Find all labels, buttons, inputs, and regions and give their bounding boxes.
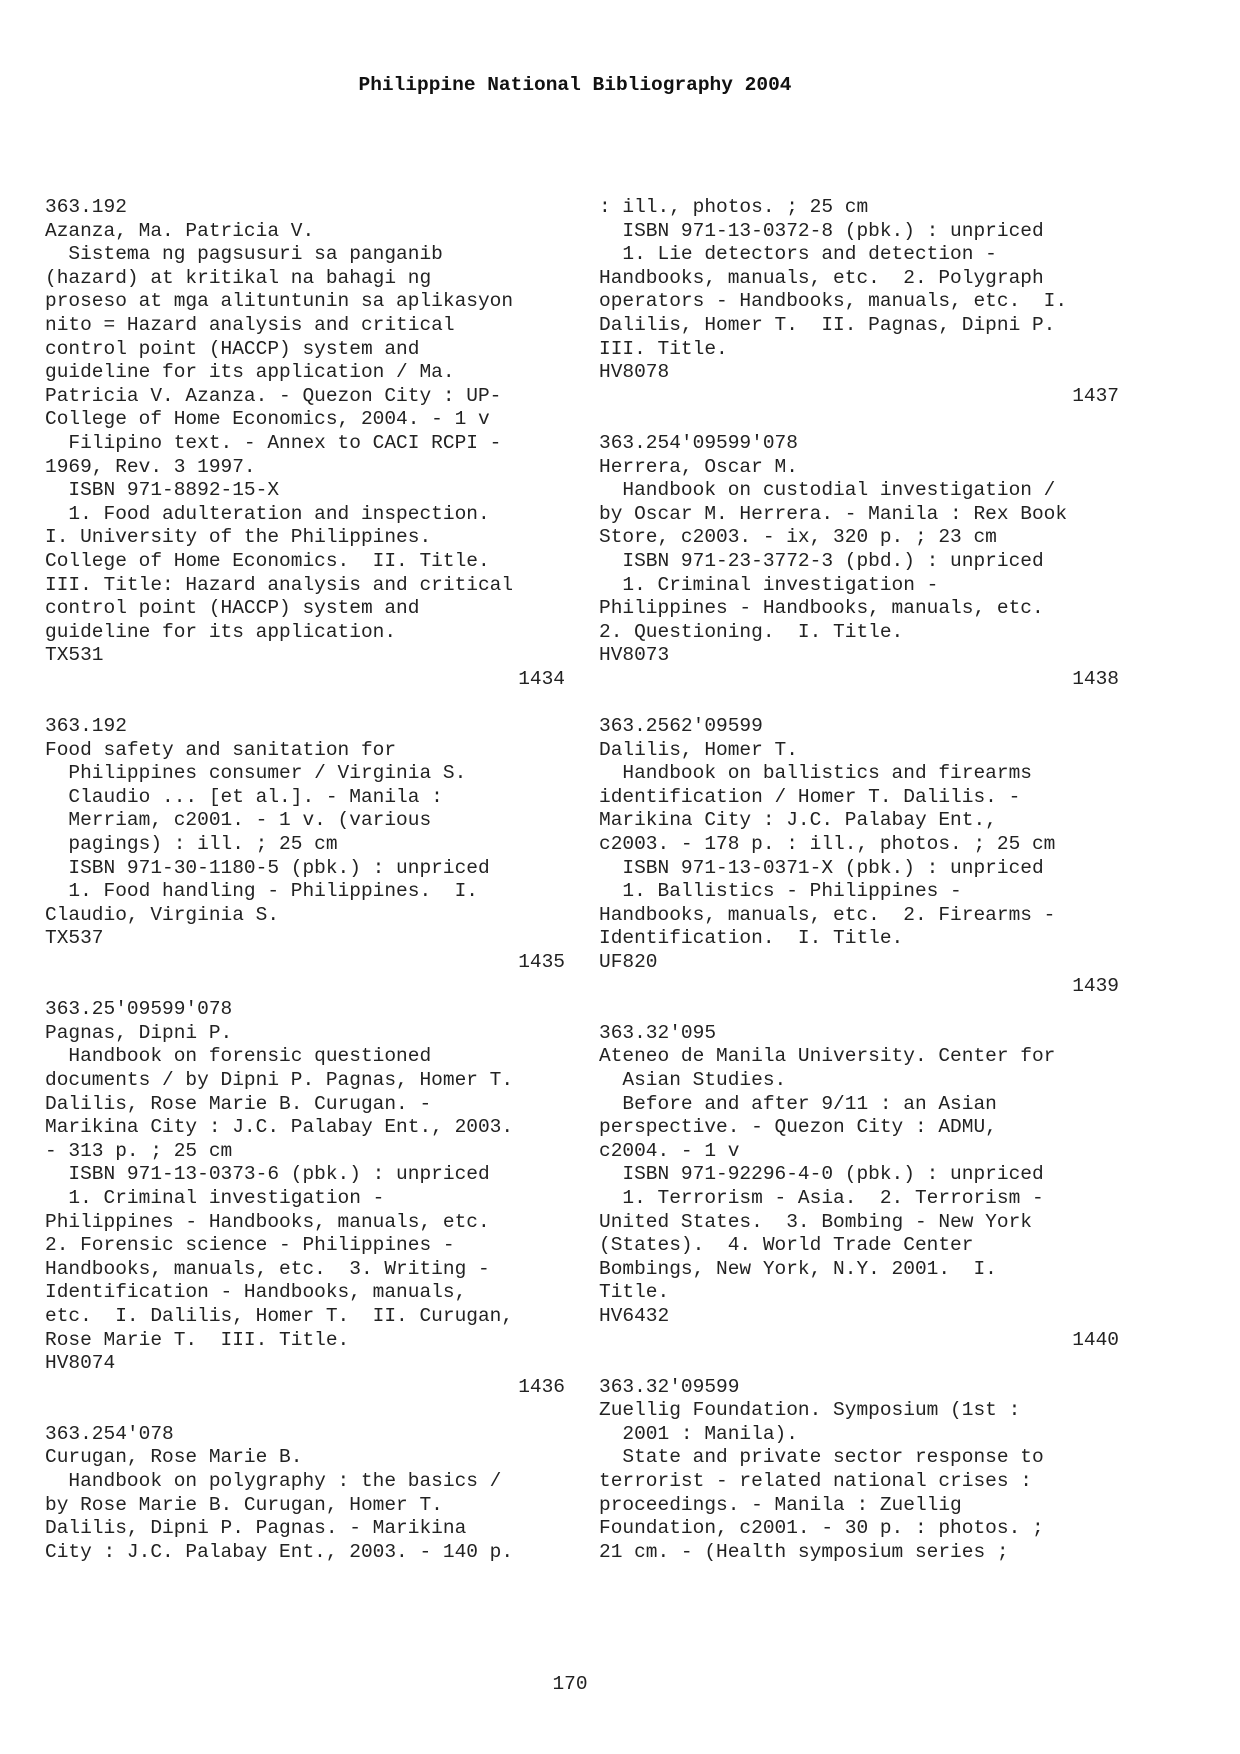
entry-line: Philippines consumer / Virginia S. — [45, 762, 467, 785]
entry-number: 1438 — [1072, 667, 1119, 690]
entry-line: Philippines - Handbooks, manuals, etc. — [599, 597, 1044, 620]
entry-line: Handbook on ballistics and firearms — [599, 762, 1032, 785]
entry-line: 1. Criminal investigation - — [599, 573, 939, 596]
entry-line: State and private sector response to — [599, 1446, 1044, 1469]
bibliography-entry — [599, 1022, 1119, 1376]
entry-line: identification / Homer T. Dalilis. - — [599, 785, 1021, 808]
page-title: Philippine National Bibliography 2004 — [358, 74, 792, 96]
entry-line: Marikina City : J.C. Palabay Ent., — [599, 809, 997, 832]
entry-number: 1434 — [518, 667, 565, 690]
entry-line: Handbook on custodial investigation / — [599, 479, 1056, 502]
entry-line: Dalilis, Homer T. II. Pagnas, Dipni P. — [599, 313, 1056, 336]
entry-line: 2. Forensic science - Philippines - — [45, 1234, 455, 1257]
class-number: 363.32'09599 — [599, 1375, 740, 1398]
entry-line: TX531 — [45, 644, 104, 667]
class-number: 363.192 — [45, 715, 127, 738]
entry-line: Handbooks, manuals, etc. 3. Writing - — [45, 1257, 490, 1280]
entry-line: terrorist - related national crises : — [599, 1470, 1032, 1493]
entry-line: operators - Handbooks, manuals, etc. I. — [599, 290, 1068, 313]
entry-line: 1. Terrorism - Asia. 2. Terrorism - — [599, 1186, 1044, 1209]
entry-line: Handbook on forensic questioned — [45, 1045, 432, 1068]
entry-line: ISBN 971-30-1180-5 (pbk.) : unpriced — [45, 856, 490, 879]
entry-line: Azanza, Ma. Patricia V. — [45, 219, 315, 242]
entry-line: 2. Questioning. I. Title. — [599, 620, 904, 643]
entry-line: HV8074 — [45, 1352, 116, 1375]
bibliography-entry — [599, 715, 1119, 1022]
entry-line: etc. I. Dalilis, Homer T. II. Curugan, — [45, 1304, 514, 1327]
bibliography-entry — [45, 1423, 565, 1565]
entry-line: Ateneo de Manila University. Center for — [599, 1045, 1056, 1068]
entry-line: Foundation, c2001. - 30 p. : photos. ; — [599, 1517, 1044, 1540]
entry-line: Handbooks, manuals, etc. 2. Polygraph — [599, 266, 1044, 289]
bibliography-entry — [599, 196, 1119, 432]
entry-line: College of Home Economics, 2004. - 1 v — [45, 408, 490, 431]
entry-line: Dalilis, Rose Marie B. Curugan. - — [45, 1092, 432, 1115]
entry-line: Herrera, Oscar M. — [599, 455, 798, 478]
entry-line: c2003. - 178 p. : ill., photos. ; 25 cm — [599, 833, 1056, 856]
class-number: 363.32'095 — [599, 1021, 717, 1044]
entry-line: pagings) : ill. ; 25 cm — [45, 833, 338, 856]
entry-spacer — [599, 998, 1119, 1022]
entry-number: 1436 — [518, 1375, 565, 1398]
entry-line: ISBN 971-23-3772-3 (pbd.) : unpriced — [599, 549, 1044, 572]
entry-line: Food safety and sanitation for — [45, 738, 397, 761]
entry-line: documents / by Dipni P. Pagnas, Homer T. — [45, 1068, 514, 1091]
entry-line: College of Home Economics. II. Title. — [45, 549, 490, 572]
entry-line: Zuellig Foundation. Symposium (1st : — [599, 1399, 1021, 1422]
entry-line: 21 cm. - (Health symposium series ; — [599, 1540, 1009, 1563]
entry-line: Merriam, c2001. - 1 v. (various — [45, 809, 432, 832]
entry-line: ISBN 971-13-0373-6 (pbk.) : unpriced — [45, 1163, 490, 1186]
entry-line: proseso at mga alituntunin sa aplikasyon — [45, 290, 514, 313]
entry-line: 1. Lie detectors and detection - — [599, 243, 997, 266]
entry-number: 1439 — [1072, 974, 1119, 997]
bibliography-entry — [45, 998, 565, 1423]
entry-line: Philippines - Handbooks, manuals, etc. — [45, 1210, 490, 1233]
entry-spacer — [45, 975, 565, 999]
bibliography-entry — [45, 715, 565, 998]
entry-line: Claudio ... [et al.]. - Manila : — [45, 785, 443, 808]
entry-spacer — [599, 408, 1119, 432]
entry-line: UF820 — [599, 951, 658, 973]
right-column — [599, 196, 1119, 1564]
entry-line: HV8073 — [599, 644, 670, 667]
class-number: 363.254'078 — [45, 1422, 174, 1445]
bibliography-entry — [599, 1376, 1119, 1565]
class-number: 363.254'09599'078 — [599, 431, 798, 454]
entry-line: Identification - Handbooks, manuals, — [45, 1281, 467, 1304]
entry-line: Store, c2003. - ix, 320 p. ; 23 cm — [599, 526, 997, 549]
entry-line: Handbook on polygraphy : the basics / — [45, 1470, 502, 1493]
entry-line: Sistema ng pagsusuri sa panganib — [45, 243, 443, 266]
entry-line: United States. 3. Bombing - New York — [599, 1210, 1032, 1233]
entry-line: Pagnas, Dipni P. — [45, 1021, 233, 1044]
bibliography-entry — [45, 196, 565, 715]
entry-line: Claudio, Virginia S. — [45, 903, 280, 926]
entry-line: Bombings, New York, N.Y. 2001. I. — [599, 1257, 997, 1280]
entry-line: 1. Ballistics - Philippines - — [599, 880, 962, 903]
entry-line: Identification. I. Title. — [599, 927, 904, 950]
entry-line: proceedings. - Manila : Zuellig — [599, 1493, 962, 1516]
entry-line: 1. Criminal investigation - — [45, 1186, 385, 1209]
entry-spacer — [599, 691, 1119, 715]
entry-line: Rose Marie T. III. Title. — [45, 1328, 350, 1351]
left-column — [45, 196, 565, 1564]
entry-line: Asian Studies. — [599, 1068, 787, 1091]
entry-line: ISBN 971-92296-4-0 (pbk.) : unpriced — [599, 1163, 1044, 1186]
entry-line: Filipino text. - Annex to CACI RCPI - — [45, 431, 502, 454]
entry-line: 1. Food handling - Philippines. I. — [45, 880, 478, 903]
entry-line: III. Title. — [599, 337, 728, 360]
entry-line: control point (HACCP) system and — [45, 597, 420, 620]
class-number: 363.2562'09599 — [599, 715, 763, 738]
entry-line: Dalilis, Dipni P. Pagnas. - Marikina — [45, 1517, 467, 1540]
entry-line: control point (HACCP) system and — [45, 337, 420, 360]
bibliography-entry — [599, 432, 1119, 715]
entry-line: ISBN 971-13-0372-8 (pbk.) : unpriced — [599, 219, 1044, 242]
entry-number: 1435 — [518, 951, 565, 973]
entry-line: guideline for its application / Ma. — [45, 361, 455, 384]
entry-line: by Rose Marie B. Curugan, Homer T. — [45, 1493, 443, 1516]
page-number: 170 — [552, 1673, 588, 1695]
entry-spacer — [45, 691, 565, 715]
entry-line: I. University of the Philippines. — [45, 526, 432, 549]
entry-number: 1437 — [1072, 384, 1119, 407]
entry-line: by Oscar M. Herrera. - Manila : Rex Book — [599, 502, 1068, 525]
entry-line: nito = Hazard analysis and critical — [45, 313, 455, 336]
entry-line: Before and after 9/11 : an Asian — [599, 1092, 997, 1115]
entry-line: Marikina City : J.C. Palabay Ent., 2003. — [45, 1116, 514, 1139]
entry-line: perspective. - Quezon City : ADMU, — [599, 1116, 997, 1139]
entry-line: TX537 — [45, 927, 104, 950]
entry-number: 1440 — [1072, 1328, 1119, 1351]
class-number: 363.192 — [45, 196, 127, 218]
entry-line: (hazard) at kritikal na bahagi ng — [45, 266, 432, 289]
entry-line: Title. — [599, 1281, 670, 1304]
entry-line: ISBN 971-8892-15-X — [45, 479, 280, 502]
entry-line: ISBN 971-13-0371-X (pbk.) : unpriced — [599, 856, 1044, 879]
entry-line: 2001 : Manila). — [599, 1422, 798, 1445]
entry-line: (States). 4. World Trade Center — [599, 1234, 974, 1257]
entry-line: 1969, Rev. 3 1997. — [45, 455, 256, 478]
entry-spacer — [599, 1352, 1119, 1376]
entry-line: : ill., photos. ; 25 cm — [599, 196, 869, 218]
entry-line: - 313 p. ; 25 cm — [45, 1139, 233, 1162]
entry-line: c2004. - 1 v — [599, 1139, 740, 1162]
entry-line: guideline for its application. — [45, 620, 397, 643]
entry-line: Curugan, Rose Marie B. — [45, 1446, 303, 1469]
entry-line: Dalilis, Homer T. — [599, 738, 798, 761]
entry-line: 1. Food adulteration and inspection. — [45, 502, 490, 525]
entry-line: HV8078 — [599, 361, 670, 384]
entry-spacer — [45, 1399, 565, 1423]
entry-line: Patricia V. Azanza. - Quezon City : UP- — [45, 384, 502, 407]
entry-line: City : J.C. Palabay Ent., 2003. - 140 p. — [45, 1540, 514, 1563]
entry-line: III. Title: Hazard analysis and critical — [45, 573, 514, 596]
class-number: 363.25'09599'078 — [45, 998, 233, 1021]
entry-line: HV6432 — [599, 1304, 670, 1327]
entry-line: Handbooks, manuals, etc. 2. Firearms - — [599, 903, 1056, 926]
